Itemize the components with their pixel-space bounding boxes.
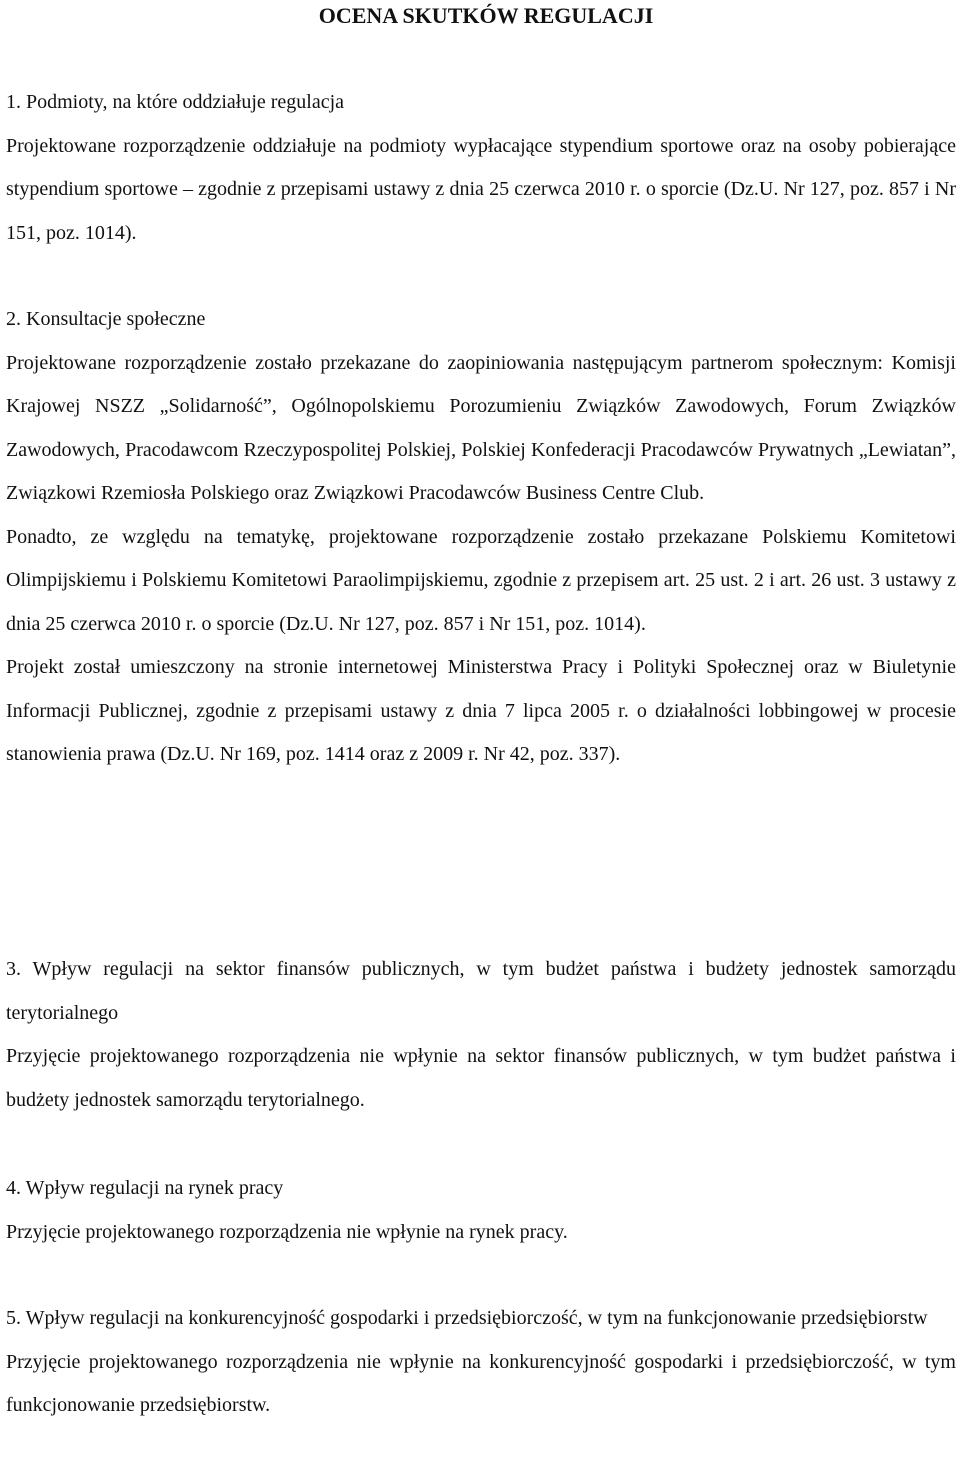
section-labor-market-impact xyxy=(6,1167,956,1254)
section-heading: 3. Wpływ regulacji na sektor finansów publicznych, w tym budżet państwa i budżety jednostek samorządu terytorialnego xyxy=(6,958,956,1024)
section-paragraph: Projekt został umieszczony na stronie internetowej Ministerstwa Pracy i Polityki Społecznej oraz w Biuletynie Informacji Publicznej, zgodnie z przepisami ustawy z dnia 7 lipca 2005 r. o działalności lobbingowej w procesie stanowienia prawa (Dz.U. Nr 169, poz. 1414 oraz z 2009 r. Nr 42, poz. 337). xyxy=(6,656,956,765)
section-public-finance-impact xyxy=(6,948,956,1122)
section-affected-entities xyxy=(6,81,956,255)
document-title: OCENA SKUTKÓW REGULACJI xyxy=(318,3,654,28)
section-heading: 2. Konsultacje społeczne xyxy=(6,308,206,330)
section-public-consultations xyxy=(6,298,956,777)
section-heading: 1. Podmioty, na które oddziałuje regulacja xyxy=(6,91,345,113)
section-heading: 5. Wpływ regulacji na konkurencyjność gospodarki i przedsiębiorczość, w tym na funkcjonowanie przedsiębiorstw xyxy=(6,1307,928,1329)
section-paragraph: Projektowane rozporządzenie oddziałuje na podmioty wypłacające stypendium sportowe oraz na osoby pobierające stypendium sportowe – zgodnie z przepisami ustawy z dnia 25 czerwca 2010 r. o sporcie (Dz.U. Nr 127, poz. 857 i Nr 151, poz. 1014). xyxy=(6,134,956,244)
section-competitiveness-impact xyxy=(6,1297,956,1428)
section-paragraph: Przyjęcie projektowanego rozporządzenia nie wpłynie na rynek pracy. xyxy=(6,1220,568,1243)
section-paragraph: Projektowane rozporządzenie zostało przekazane do zaopiniowania następującym partnerom społecznym: Komisji Krajowej NSZZ „Solidarność”, Ogólnopolskiemu Porozumieniu Związków Zawodowych, Forum Związków Zawodowych, Pracodawcom Rzeczypospolitej Polskiej, Polskiej Konfederacji Pracodawców Prywatnych „Lewiatan”, Związkowi Rzemiosła Polskiego oraz Związkowi Pracodawców Business Centre Club. xyxy=(6,351,956,504)
section-paragraph: Przyjęcie projektowanego rozporządzenia nie wpłynie na sektor finansów publicznych, w tym budżet państwa i budżety jednostek samorządu terytorialnego. xyxy=(6,1045,956,1111)
section-paragraph: Przyjęcie projektowanego rozporządzenia nie wpłynie na konkurencyjność gospodarki i przedsiębiorczość, w tym funkcjonowanie przedsiębiorstw. xyxy=(6,1350,956,1416)
section-paragraph: Ponadto, ze względu na tematykę, projektowane rozporządzenie zostało przekazane Polskiemu Komitetowi Olimpijskiemu i Polskiemu Komitetowi Paraolimpijskiemu, zgodnie z przepisem art. 25 ust. 2 i art. 26 ust. 3 ustawy z dnia 25 czerwca 2010 r. o sporcie (Dz.U. Nr 127, poz. 857 i Nr 151, poz. 1014). xyxy=(6,525,956,635)
document-page xyxy=(6,0,956,1416)
section-heading: 4. Wpływ regulacji na rynek pracy xyxy=(6,1177,284,1199)
